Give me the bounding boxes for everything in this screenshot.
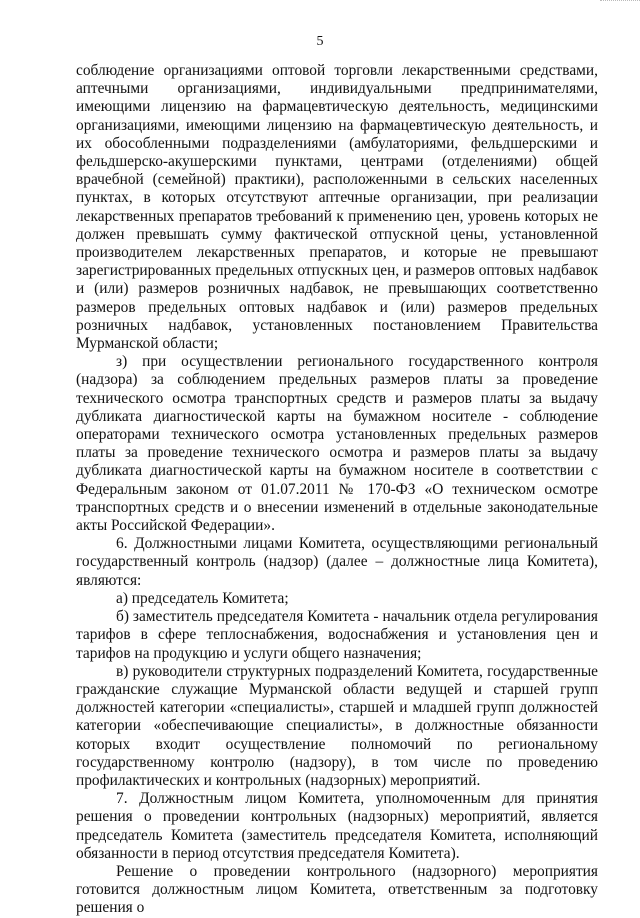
paragraph-p1: з) при осуществлении регионального государственного контроля (надзора) за соблюдением предельных размеров платы за проведение технического осмотра транспортных средств и размеров платы за выдачу дубликата диагностической карты на бумажном носителе - соблюдение операторами технического осмотра установленных предельных размеров платы за проведение технического осмотра и размеров платы за выдачу дубликата диагностической карты на бумажном носителе в соответствии с Федеральным законом от 01.07.2011 № 170-ФЗ «О техническом осмотре транспортных средств и о внесении изменений в отдельные законодательные акты Российской Федерации».: [76, 353, 598, 535]
paragraph-p6: 7. Должностным лицом Комитета, уполномоченным для принятия решения о проведении контрольных (надзорных) мероприятий, является председатель Комитета (заместитель председателя Комитета, исполняющий обязанности в период отсутствия председателя Комитета).: [76, 790, 598, 862]
corner-mark: [600, 0, 640, 4]
paragraph-p2: 6. Должностными лицами Комитета, осуществляющими региональный государственный контроль (надзор) (далее – должностные лица Комитета), являются:: [76, 535, 598, 589]
document-body: [76, 62, 598, 918]
page-number: 5: [316, 34, 324, 49]
paragraph-p7: Решение о проведении контрольного (надзорного) мероприятия готовится должностным лицом Комитета, ответственным за подготовку решения о: [76, 862, 598, 917]
paragraph-p3: а) председатель Комитета;: [116, 589, 289, 607]
paragraph-p0: соблюдение организациями оптовой торговли лекарственными средствами, аптечными организациями, индивидуальными предпринимателями, имеющими лицензию на фармацевтическую деятельность, медицинскими организациями, имеющими лицензию на фармацевтическую деятельность, и их обособленными подразделениями (амбулаториями, фельдшерскими и фельдшерско-акушерскими пунктами, центрами (отделениями) общей врачебной (семейной) практики), расположенными в сельских населенных пунктах, в которых отсутствуют аптечные организации, при реализации лекарственных препаратов требований к применению цен, уровень которых не должен превышать сумму фактической отпускной цены, установленной производителем лекарственных препаратов, и которые не превышают зарегистрированных предельных отпускных цен, и размеров оптовых надбавок и (или) размеров розничных надбавок, не превышающих соответственно размеров предельных оптовых надбавок и (или) размеров предельных розничных надбавок, установленных постановлением Правительства Мурманской области;: [76, 62, 598, 353]
paragraph-p4: б) заместитель председателя Комитета - начальник отдела регулирования тарифов в сфере теплоснабжения, водоснабжения и установления цен и тарифов на продукцию и услуги общего назначения;: [76, 608, 598, 662]
paragraph-p5: в) руководители структурных подразделений Комитета, государственные гражданские служащие Мурманской области ведущей и старшей групп должностей категории «специалисты», старшей и младшей групп должностей категории «обеспечивающие специалисты», в должностные обязанности которых входит осуществление полномочий по региональному государственному контролю (надзору), в том числе по проведению профилактических и контрольных (надзорных) мероприятий.: [76, 662, 598, 789]
